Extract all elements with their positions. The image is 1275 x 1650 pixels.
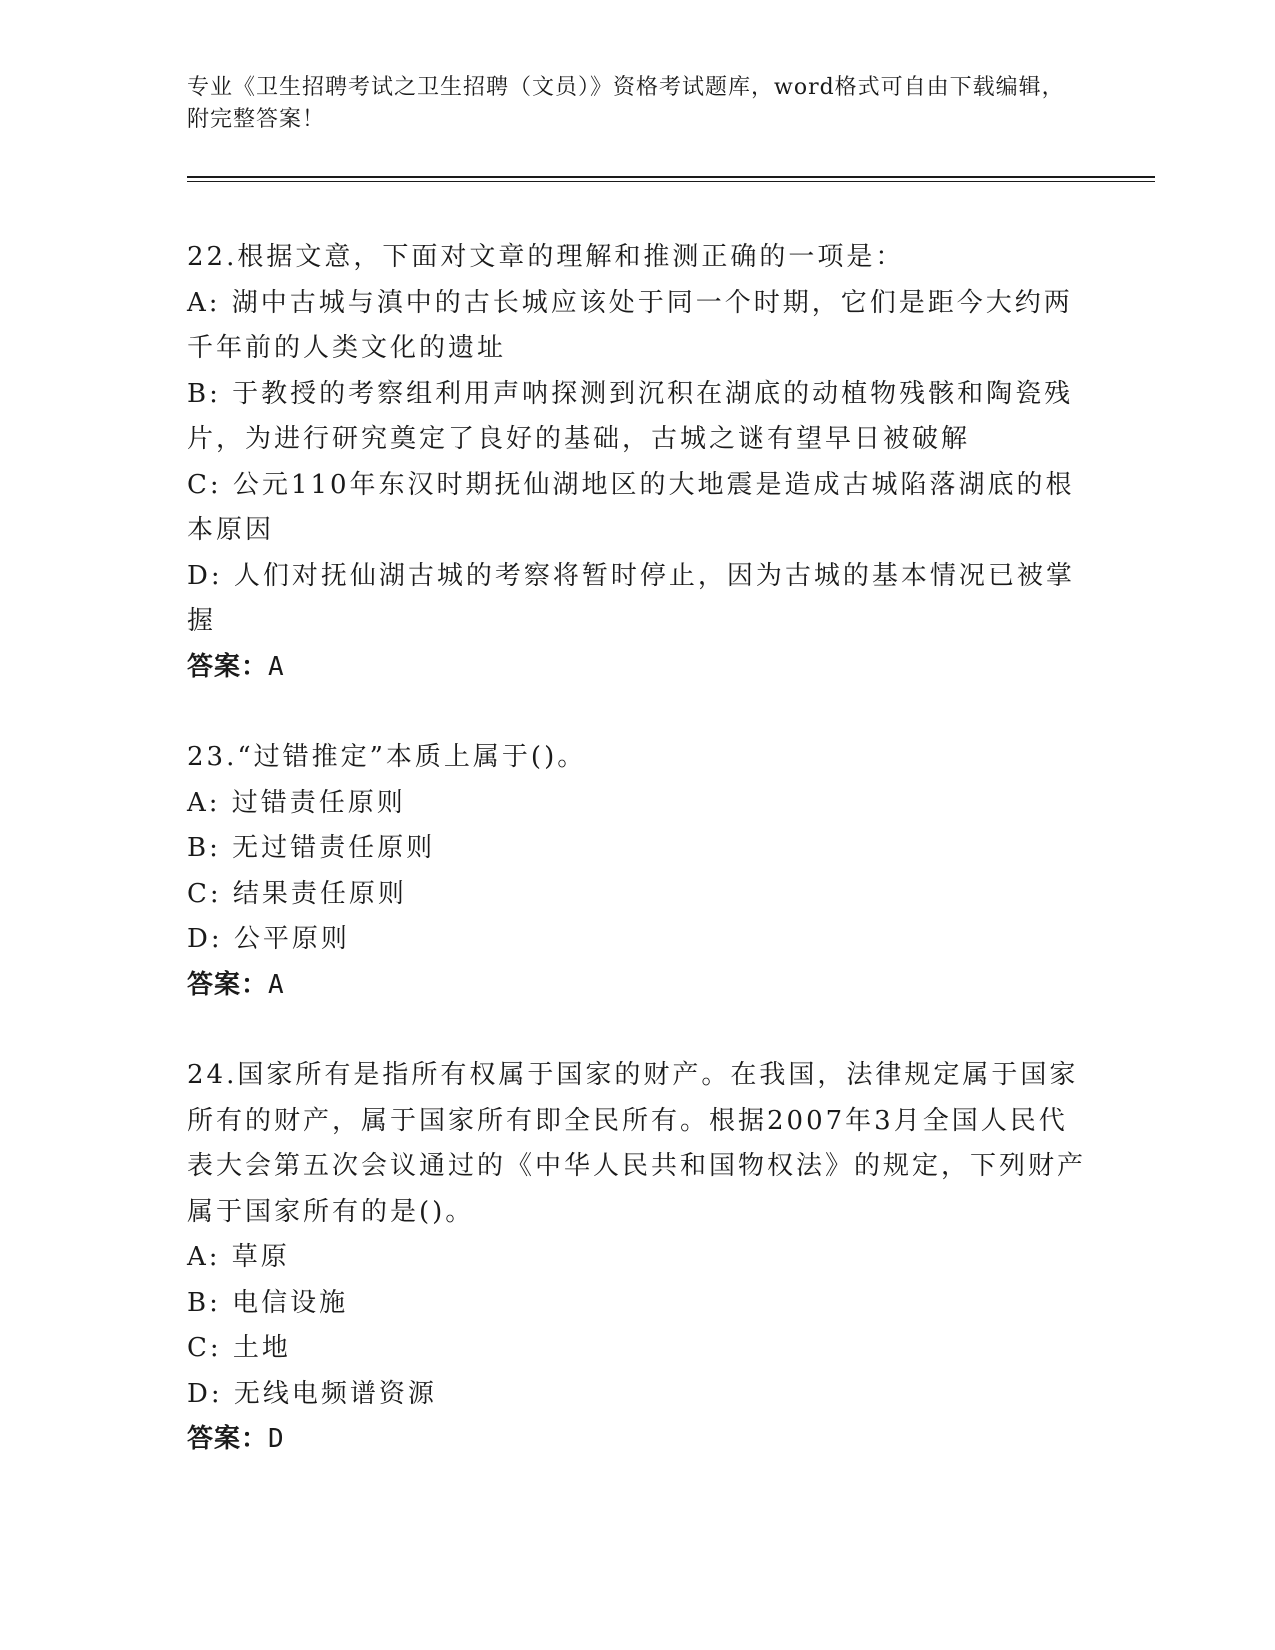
option-d: D: 人们对抚仙湖古城的考察将暂时停止，因为古城的基本情况已被掌握 (187, 560, 1075, 636)
question-stem: 22.根据文意，下面对文章的理解和推测正确的一项是： (187, 242, 905, 272)
answer-label: 答案： (187, 969, 269, 1000)
header-rule-thick (187, 176, 1155, 178)
option-c: C: 土地 (187, 1333, 291, 1363)
answer-value: A (268, 969, 285, 1000)
option-c: C: 结果责任原则 (187, 878, 407, 909)
option-a: A: 草原 (187, 1242, 290, 1272)
answer (187, 1417, 1092, 1463)
answer-value: D (268, 1424, 285, 1454)
document-header: 专业《卫生招聘考试之卫生招聘（文员）》资格考试题库，word格式可自由下载编辑，附完整答案！ (187, 75, 1065, 132)
option-b: B: 无过错责任原则 (187, 833, 436, 863)
option-d: D: 公平原则 (187, 924, 350, 954)
question-stem: 24.国家所有是指所有权属于国家的财产。在我国，法律规定属于国家所有的财产，属于国家所有即全民所有。根据2007年3月全国人民代表大会第五次会议通过的《中华人民共和国物权法》的规定，下列财产属于国家所有的是()。 (187, 1060, 1087, 1227)
answer-label: 答案： (187, 1424, 269, 1454)
option-a: A: 过错责任原则 (187, 787, 406, 818)
option-b: B: 于教授的考察组利用声呐探测到沉积在湖底的动植物残骸和陶瓷残片，为进行研究奠定了良好的基础，古城之谜有望早日被破解 (187, 378, 1074, 454)
option-c: C: 公元110年东汉时期抚仙湖地区的大地震是造成古城陷落湖底的根本原因 (187, 469, 1075, 545)
option-d: D: 无线电频谱资源 (187, 1378, 437, 1409)
option-b: B: 电信设施 (187, 1287, 349, 1318)
question-stem: 23.“过错推定”本质上属于()。 (187, 742, 587, 772)
answer-label: 答案： (187, 651, 269, 682)
header-rule-thin (187, 181, 1155, 182)
option-a: A: 湖中古城与滇中的古长城应该处于同一个时期，它们是距今大约两千年前的人类文化的遗址 (187, 287, 1073, 363)
question-22 (187, 235, 1092, 690)
question-23 (187, 735, 1092, 1008)
question-list (187, 235, 1092, 1508)
question-24 (187, 1053, 1092, 1463)
answer-value: A (268, 651, 285, 682)
answer (187, 645, 1092, 691)
answer (187, 963, 1092, 1009)
